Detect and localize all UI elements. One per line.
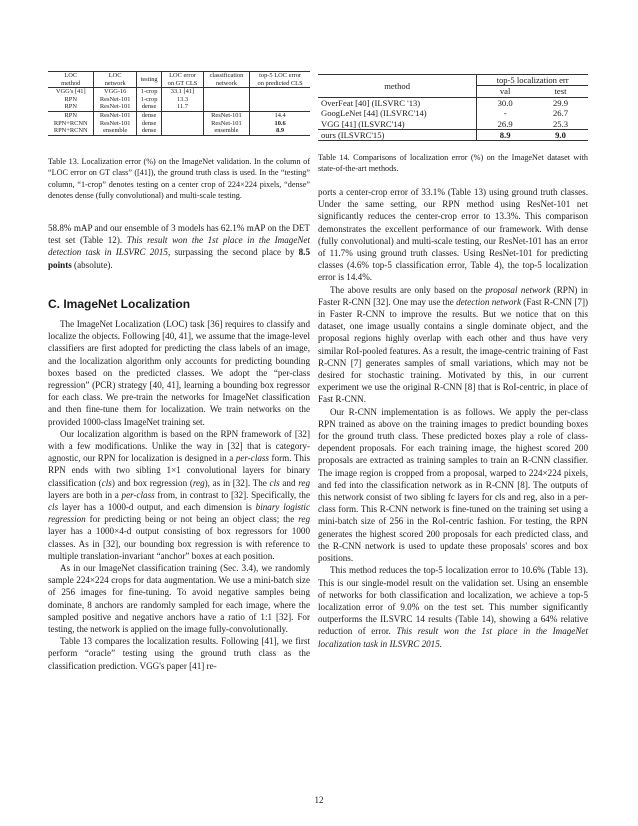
table-row: ours (ILSVRC'15) 8.9 9.0 [318, 130, 588, 141]
table-row: RPN ResNet-101 1-crop 13.3 [48, 96, 310, 104]
right-paragraph-2: The above results are only based on the proposal network (RPN) in Faster R-CNN [32]. One may use the detection network (Fast R-CNN [7]) in Faster R-CNN to improve the results. But we notice that on this dataset, one image usually contains a single dominate object, and the proposal regions highly overlap with each other and thus have very similar RoI-pooled features. As a result, the image-centric training of Fast R-CNN [7] generates samples of small variations, which may not be desired for stochastic training. Motivated by this, in our current experiment we use the original R-CNN [8] that is RoI-centric, in place of Fast R-CNN. [318, 284, 589, 405]
table-row: VGG [41] (ILSVRC'14) 26.9 25.3 [321, 118, 569, 129]
table-row: OverFeat [40] (ILSVRC '13) 30.0 29.9 [318, 97, 588, 108]
table-14 [318, 74, 588, 141]
right-paragraph-4: This method reduces the top-5 localization error to 10.6% (Table 13). This is our single-model result on the validation set. Using an ensemble of networks for both classification and localization, we achieve a top-5 localization error of 9.0% on the test set. This number significantly outperforms the ILSVRC 14 results (Table 14), showing a 64% relative reduction of error. This result won the 1st place in the ImageNet localization task in ILSVRC 2015. [318, 565, 588, 649]
table-row: GoogLeNet [44] (ILSVRC'14) - 26.7 [321, 108, 569, 119]
left-paragraph-4: As in our ImageNet classification training (Sec. 3.4), we randomly sample 224×224 crops for data augmentation. We use a mini-batch size of 256 images for fine-tuning. To avoid negative samples being dominate, 8 anchors are randomly sampled for each image, where the sampled positive and negative anchors have a ratio of 1:1 [32]. For testing, the network is applied on the image fully-convolutionally. [48, 563, 310, 635]
t13-header-testing: testing [136, 72, 161, 88]
left-paragraph-3: Our localization algorithm is based on the RPN framework of [32] with a few modifications. Unlike the way in [32] that is category-agnostic, our RPN for localization is designed in a per-class form. This RPN ends with two sibling 1×1 convolutional layers for binary classification (cls) and box regression (reg), as in [32]. The cls and reg layers are both in a per-class from, in contrast to [32]. Specifically, the cls layer has a 1000-d output, and each dimension is binary logistic regression for predicting being or not being an object class; the reg layer has a 1000×4-d output consisting of box regressors for 1000 classes. As in [32], our bounding box regression is with reference to multiple translation-invariant “anchor” boxes at each position. [48, 428, 311, 561]
table-14-caption: Table 14. Comparisons of localization error (%) on the ImageNet dataset with state-of-the-art methods. [318, 153, 588, 174]
section-heading: C. ImageNet Localization [48, 297, 191, 311]
left-paragraph-1: 58.8% mAP and our ensemble of 3 models has 62.1% mAP on the DET test set (Table 12). This result won the 1st place in the ImageNet detection task in ILSVRC 2015, surpassing the second place by 8.5 points (absolute). [48, 223, 310, 270]
table-row: RPN ResNet-101 dense 11.7 [48, 103, 310, 111]
t13-header-top5-loc-error: top-5 LOC error on predicted CLS [250, 72, 310, 88]
table-row: RPN+RCNN ensemble dense ensemble 8.9 [48, 127, 310, 135]
left-body [48, 318, 310, 672]
t13-header-loc-error-gt: LOC error on GT CLS [162, 72, 203, 88]
t13-header-loc-network: LOC network [94, 72, 136, 88]
left-paragraph-2: The ImageNet Localization (LOC) task [36] requires to classify and localize the objects. Following [40, 41], we assume that the image-level classifiers are first adopted for predicting the class labels of an image, and the localization algorithm only accounts for predicting bounding boxes based on the predicted classes. We adopt the “per-class regression” (PCR) strategy [40, 41], learning a bounding box regressor for each class. We pre-train the networks for ImageNet classification and then fine-tune them for localization. We train networks on the provided 1000-class ImageNet training set. [48, 319, 310, 427]
table-row: RPN+RCNN ResNet-101 dense ResNet-101 10.6 [48, 120, 310, 128]
table-13-caption: Table 13. Localization error (%) on the ImageNet validation. In the column of “LOC error on GT class” ([41]), the ground truth class is used. In the “testing” column, “1-crop” denotes testing on a center crop of 224×224 pixels, “dense” denotes dense (fully convolutional) and multi-scale testing. [48, 157, 310, 201]
table-row: VGG's [41] VGG-16 1-crop 33.1 [41] [48, 88, 310, 96]
t14-header-top5: top-5 localization err [477, 75, 588, 86]
right-paragraph-3: Our R-CNN implementation is as follows. We apply the per-class RPN trained as above on the training images to predict bounding boxes for the ground truth class. These predicted boxes play a role of class-dependent proposals. For each training image, the highest scored 200 proposals are extracted as training samples to train an R-CNN classifier. The image region is cropped from a proposal, warped to 224×224 pixels, and fed into the classification network as in R-CNN [8]. The outputs of this network consist of two sibling fc layers for cls and reg, also in a per-class form. This R-CNN network is fine-tuned on the training set using a mini-batch size of 256 in the RoI-centric fashion. For testing, the RPN generates the highest scored 200 proposals for each predicted class, and the R-CNN network is used to update these proposals' scores and box positions. [318, 406, 588, 564]
left-paragraph-5: Table 13 compares the localization results. Following [41], we first perform “oracle” testing using the ground truth class as the classification prediction. VGG's paper [41] re- [48, 636, 310, 671]
t13-header-loc-method: LOC method [48, 72, 94, 88]
t13-header-classification-network: classification network [203, 72, 249, 88]
table-13 [48, 71, 310, 136]
table-row: RPN ResNet-101 dense ResNet-101 14.4 [48, 111, 310, 119]
t14-header-test: test [533, 86, 588, 97]
t14-header-val: val [477, 86, 533, 97]
right-body [318, 186, 588, 650]
t14-header-method: method [318, 75, 477, 98]
page-number: 12 [314, 795, 324, 805]
right-paragraph-1: ports a center-crop error of 33.1% (Table 13) using ground truth classes. Under the same setting, our RPN method using ResNet-101 net significantly reduces the center-crop error to 13.3%. This comparison demonstrates the excellent performance of our framework. With dense (fully convolutional) and multi-scale testing, our ResNet-101 has an error of 11.7% using ground truth classes. Using ResNet-101 for predicting classes (4.6% top-5 classification error, Table 4), the top-5 localization error is 14.4%. [318, 187, 588, 283]
